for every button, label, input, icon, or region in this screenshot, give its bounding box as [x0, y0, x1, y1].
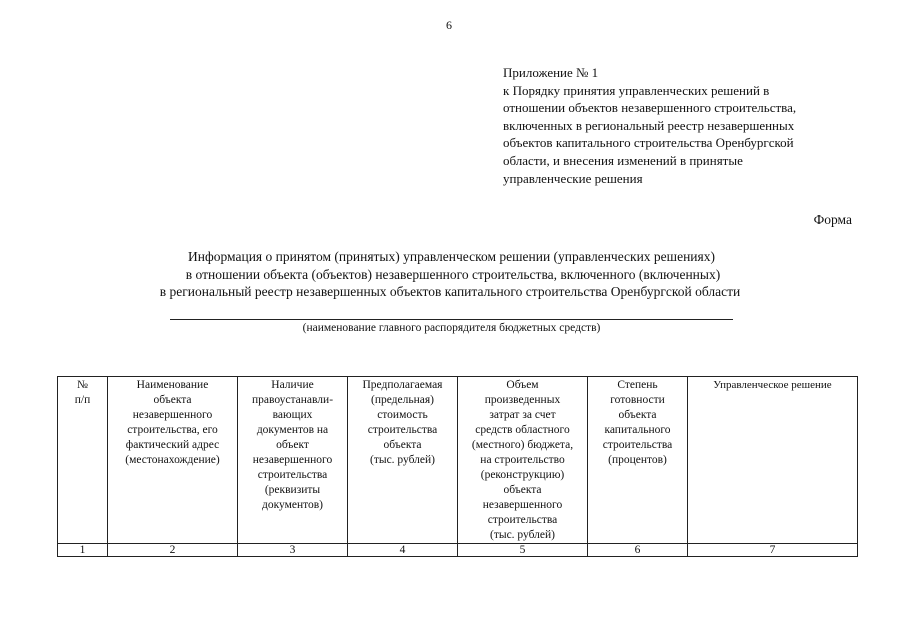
table-header-cell: № п/п — [58, 377, 108, 544]
column-number-cell: 5 — [458, 544, 588, 557]
appendix-line: отношении объектов незавершенного строительства, — [503, 100, 797, 116]
table-header-cell: Объем произведенных затрат за счет средств областного (местного) бюджета, на строительство (реконструкцию) объекта незавершенного строительства (тыс. рублей) — [458, 377, 588, 544]
column-number-cell: 6 — [588, 544, 688, 557]
fill-in-line — [170, 319, 733, 320]
appendix-line: Приложение № 1 — [503, 65, 599, 80]
appendix-line: включенных в региональный реестр незавершенных — [503, 117, 795, 133]
title-line: Информация о принятом (принятых) управленческом решении (управленческих решениях) — [188, 249, 715, 264]
column-number-cell: 4 — [348, 544, 458, 557]
form-label: Форма — [813, 212, 852, 227]
table-header-cell: Предполагаемая (предельная) стоимость строительства объекта (тыс. рублей) — [348, 377, 458, 544]
column-number-cell: 1 — [58, 544, 108, 557]
column-number-cell: 7 — [688, 544, 858, 557]
appendix-line: управленческие решения — [503, 170, 643, 186]
table-header-cell: Наименование объекта незавершенного строительства, его фактический адрес (местонахождение) — [108, 377, 238, 544]
document-title — [0, 248, 906, 301]
title-line: в отношении объекта (объектов) незавершенного строительства, включенного (включенных) — [185, 266, 721, 282]
table-header-cell: Степень готовности объекта капитального строительства (процентов) — [588, 377, 688, 544]
title-line: в региональный реестр незавершенных объектов капитального строительства Оренбургской области — [159, 284, 741, 299]
appendix-line: к Порядку принятия управленческих решений в — [503, 82, 770, 98]
column-number-cell: 3 — [238, 544, 348, 557]
appendix-line: области, и внесения изменений в принятые — [503, 152, 743, 168]
fill-in-caption: (наименование главного распорядителя бюджетных средств) — [302, 322, 601, 334]
table-header-cell: Наличие правоустанавли- вающих документов на объект незавершенного строительства (реквизиты документов) — [238, 377, 348, 544]
table-header-cell: Управленческое решение — [688, 377, 858, 544]
appendix-header — [503, 64, 863, 187]
table-header-row — [58, 377, 858, 544]
page-number: 6 — [446, 18, 452, 32]
form-table — [57, 376, 858, 557]
column-number-cell: 2 — [108, 544, 238, 557]
appendix-line: объектов капитального строительства Оренбургской — [503, 135, 794, 151]
table-column-number-row — [58, 544, 858, 557]
